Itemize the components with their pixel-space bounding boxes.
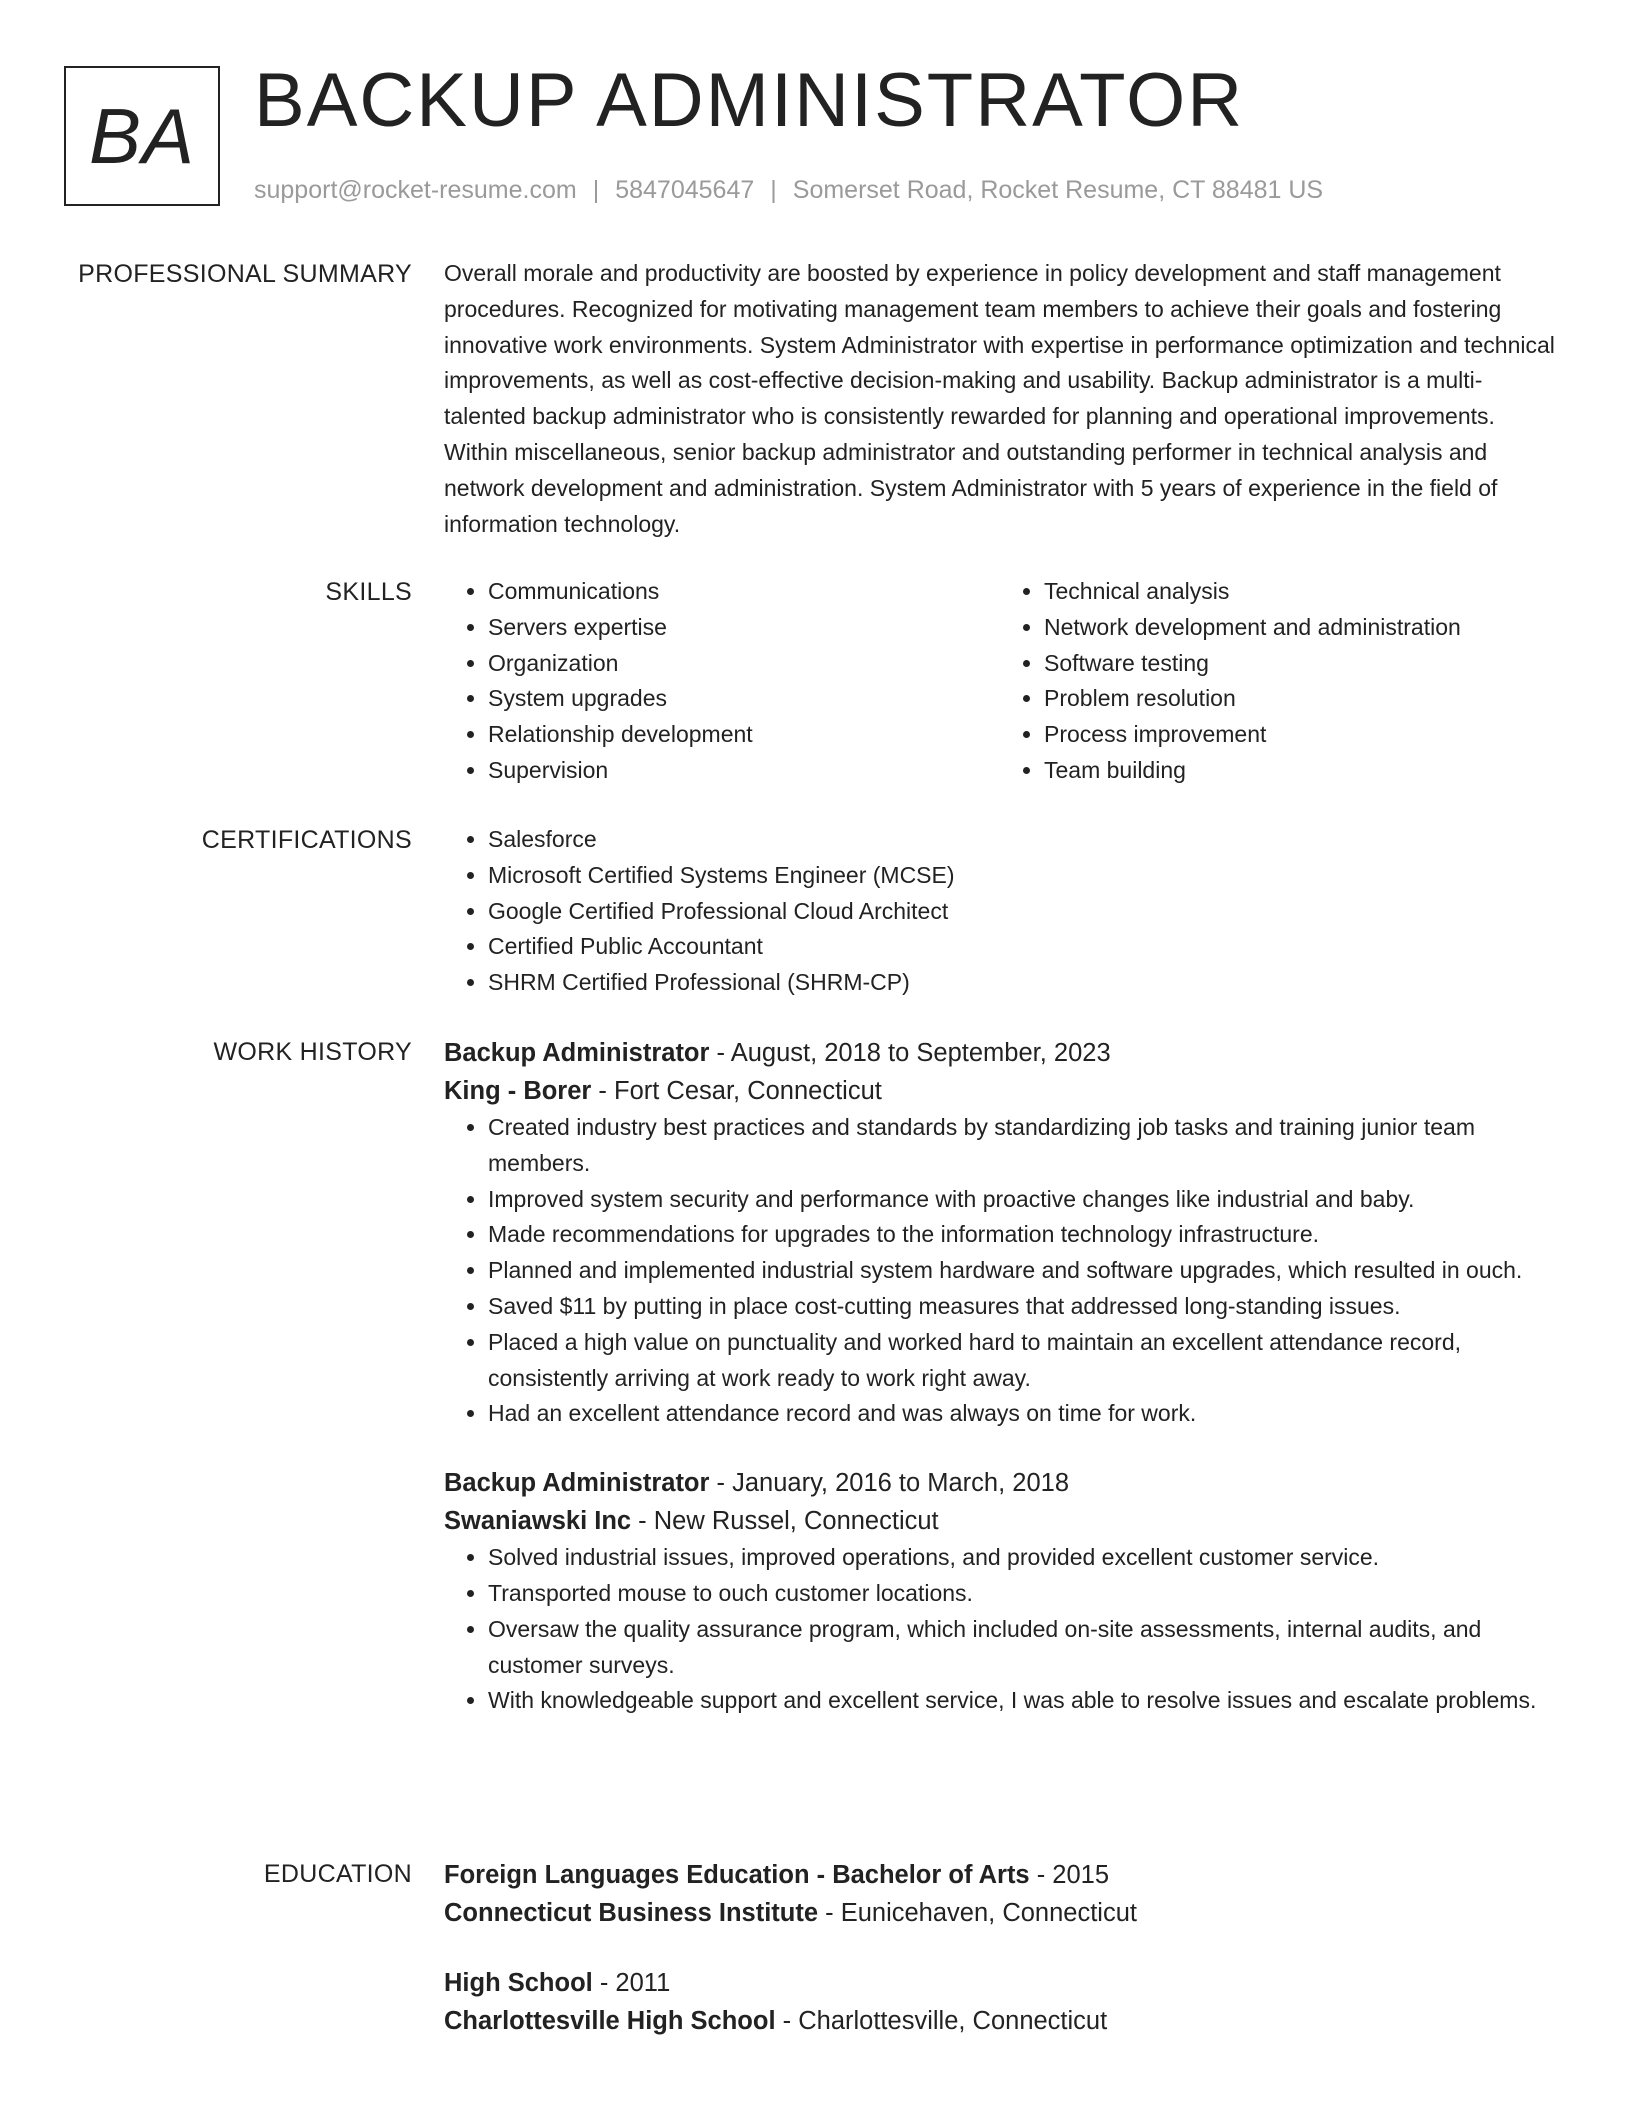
job-duty: • Saved $11 by putting in place cost-cutting measures that addressed long-standing issues. [488, 1289, 1556, 1325]
job-duty: • Improved system security and performance with proactive changes like industrial and baby. [488, 1182, 1556, 1218]
certification-item: • Certified Public Accountant [488, 929, 1556, 965]
contact-address: Somerset Road, Rocket Resume, CT 88481 US [792, 176, 1324, 204]
job-entry [444, 1464, 1556, 1719]
job-dates: - August, 2018 to September, 2023 [709, 1039, 1111, 1067]
job-location: - New Russel, Connecticut [631, 1507, 939, 1536]
school-location: - Charlottesville, Connecticut [775, 2007, 1108, 2035]
degree-line [444, 1856, 1556, 1894]
contact-phone[interactable]: 5847045647 [615, 176, 755, 204]
job-title: Backup Administrator [444, 1469, 710, 1498]
job-duty: • Made recommendations for upgrades to the information technology infrastructure. [488, 1217, 1556, 1253]
contact-line [254, 172, 1323, 208]
job-title-line [444, 1464, 1556, 1502]
degree-name: Foreign Languages Education - Bachelor of Arts [444, 1861, 1030, 1889]
job-duty: • Solved industrial issues, improved operations, and provided excellent customer service. [488, 1540, 1556, 1576]
skill-item: • Problem resolution [1044, 681, 1556, 717]
monogram-box [64, 66, 220, 206]
certifications-list [444, 822, 1556, 1001]
job-duty: • Oversaw the quality assurance program, which included on-site assessments, internal audits, and customer surveys. [488, 1612, 1556, 1684]
job-duty: • Created industry best practices and standards by standardizing job tasks and training junior team members. [488, 1110, 1556, 1182]
job-dates: - January, 2016 to March, 2018 [709, 1469, 1070, 1498]
certification-item: • Microsoft Certified Systems Engineer (MCSE) [488, 858, 1556, 894]
skills-heading: SKILLS [325, 578, 412, 606]
contact-separator: | [592, 176, 600, 204]
job-location: - Fort Cesar, Connecticut [591, 1077, 882, 1105]
job-title: Backup Administrator [444, 1039, 710, 1067]
certification-item: • Google Certified Professional Cloud Architect [488, 894, 1556, 930]
school-location: - Eunicehaven, Connecticut [818, 1899, 1137, 1927]
school-name: Connecticut Business Institute [444, 1899, 819, 1927]
education-heading: EDUCATION [263, 1860, 412, 1888]
job-duty: • With knowledgeable support and excellent service, I was able to resolve issues and escalate problems. [488, 1683, 1556, 1719]
job-company: Swaniawski Inc [444, 1507, 632, 1536]
degree-name: High School [444, 1969, 593, 1997]
skill-item: • Team building [1044, 753, 1556, 789]
job-company-line [444, 1502, 1556, 1540]
candidate-name: BACKUP ADMINISTRATOR [254, 58, 1245, 143]
job-duties-list [444, 1110, 1556, 1432]
skill-item: • Supervision [488, 753, 1000, 789]
job-duty: • Had an excellent attendance record and was always on time for work. [488, 1396, 1556, 1432]
certifications-heading: CERTIFICATIONS [201, 826, 412, 854]
skill-item: • Network development and administration [1044, 610, 1556, 646]
skill-item: • System upgrades [488, 681, 1000, 717]
skill-item: • Process improvement [1044, 717, 1556, 753]
job-duty: • Placed a high value on punctuality and worked hard to maintain an excellent attendance record, consistently arriving at work ready to work right away. [488, 1325, 1556, 1397]
work-history-heading: WORK HISTORY [213, 1038, 412, 1066]
school-name: Charlottesville High School [444, 2007, 776, 2035]
job-company-line [444, 1072, 1556, 1110]
degree-line [444, 1964, 1556, 2002]
skill-item: • Software testing [1044, 646, 1556, 682]
job-title-line [444, 1034, 1556, 1072]
skill-item: • Technical analysis [1044, 574, 1556, 610]
monogram-initials: BA [88, 91, 196, 180]
education-entry [444, 1964, 1556, 2040]
skill-item: • Organization [488, 646, 1000, 682]
education-entry [444, 1856, 1556, 1932]
skills-list-right [1000, 574, 1556, 789]
job-duties-list [444, 1540, 1556, 1719]
contact-separator: | [770, 176, 777, 204]
job-entry [444, 1034, 1556, 1432]
job-duty: • Planned and implemented industrial system hardware and software upgrades, which resulted in ouch. [488, 1253, 1556, 1289]
certification-item: • Salesforce [488, 822, 1556, 858]
job-duty: • Transported mouse to ouch customer locations. [488, 1576, 1556, 1612]
skill-item: • Communications [488, 574, 1000, 610]
skill-item: • Servers expertise [488, 610, 1000, 646]
job-company: King - Borer [444, 1077, 592, 1105]
summary-heading: PROFESSIONAL SUMMARY [78, 260, 412, 288]
certification-item: • SHRM Certified Professional (SHRM-CP) [488, 965, 1556, 1001]
degree-year: - 2011 [592, 1969, 671, 1997]
skill-item: • Relationship development [488, 717, 1000, 753]
degree-year: - 2015 [1029, 1861, 1110, 1889]
contact-email[interactable]: support@rocket-resume.com [254, 176, 577, 204]
skills-list-left [444, 574, 1000, 789]
school-line [444, 1894, 1556, 1932]
summary-text: Overall morale and productivity are boosted by experience in policy development and staff management procedures. Recognized for motivating management team members to achieve their goals and fostering innovative work environments. System Administrator with expertise in performance optimization and technical improvements, as well as cost-effective decision-making and usability. Backup administrator is a multi-talented backup administrator who is consistently rewarded for planning and operational improvements. Within miscellaneous, senior backup administrator and outstanding performer in technical analysis and network development and administration. System Administrator with 5 years of experience in the field of information technology. [444, 260, 1555, 537]
school-line [444, 2002, 1556, 2040]
